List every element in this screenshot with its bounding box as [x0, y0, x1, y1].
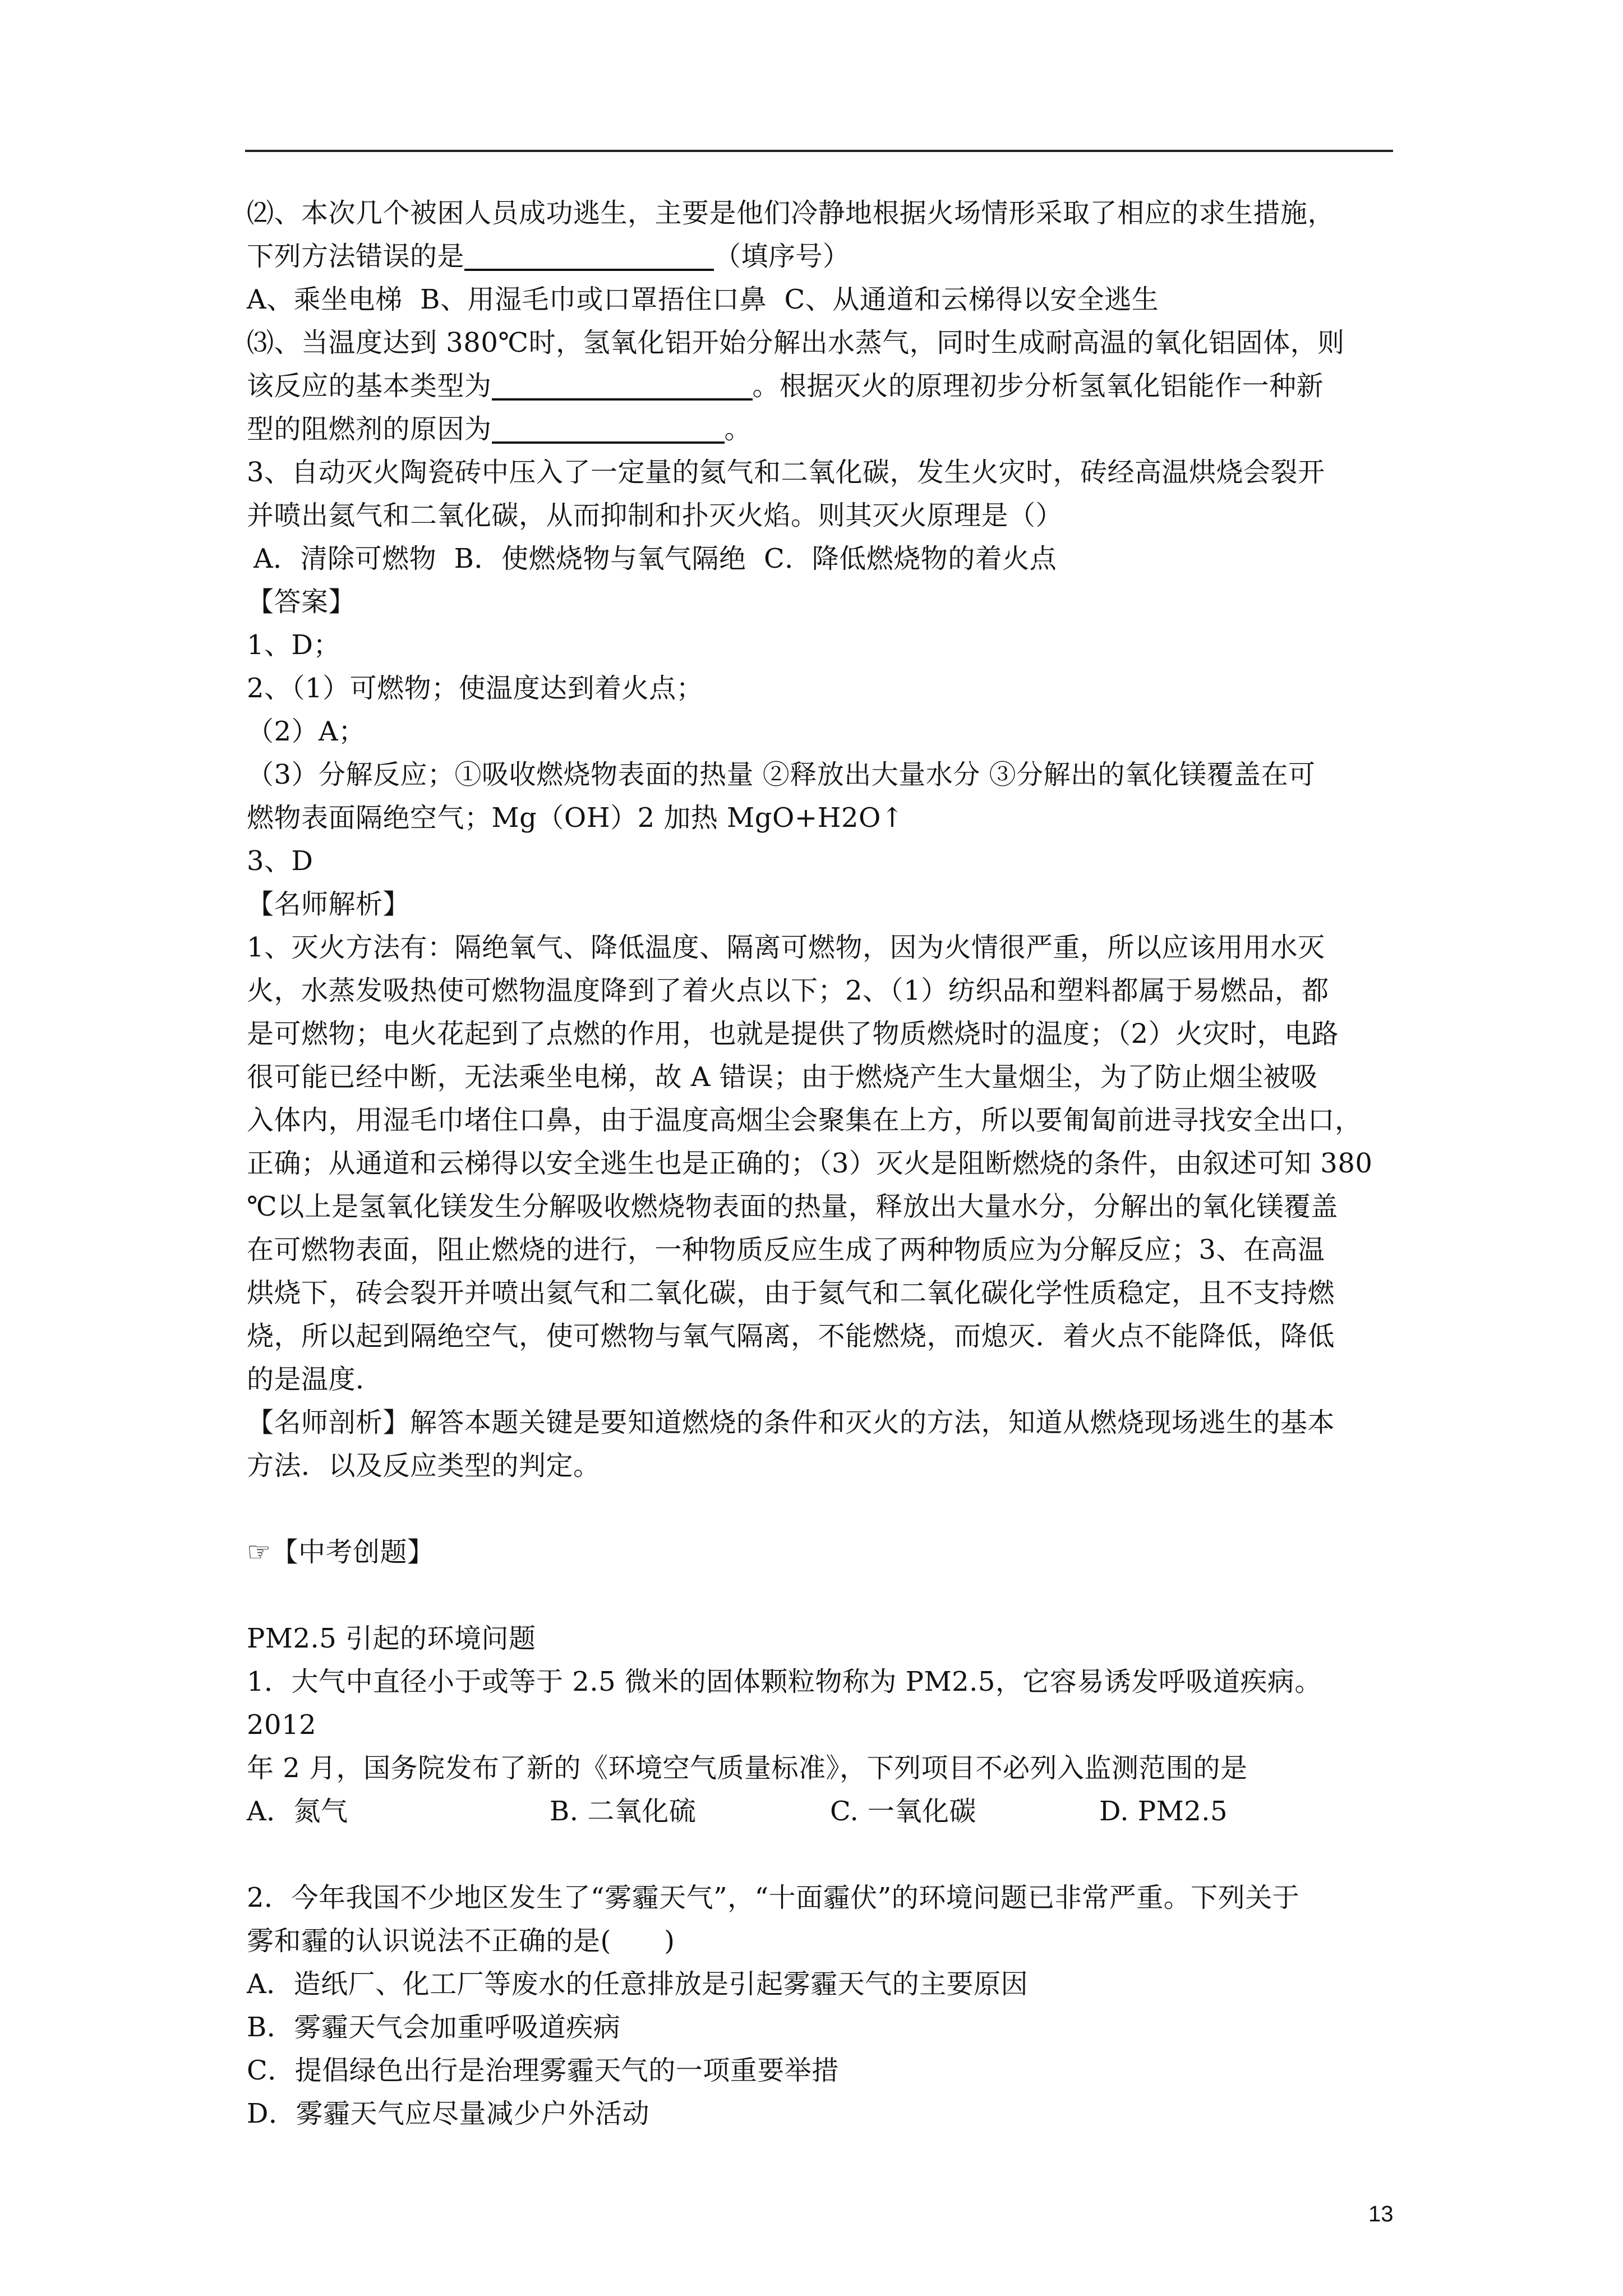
pq1-line2: 年 2 月，国务院发布了新的《环境空气质量标准》，下列项目不必列入监测范围的是 [247, 1752, 1248, 1784]
pq2-line1: 2．今年我国不少地区发生了“雾霾天气”，“十面霾伏”的环境问题已非常严重。下列关于 [247, 1882, 1300, 1913]
comment-line: 【名师剖析】解答本题关键是要知道燃烧的条件和灭火的方法，知道从燃烧现场逃生的基本 [247, 1407, 1335, 1438]
analysis-line: 火，水蒸发吸热使可燃物温度降到了着火点以下；2、（1）纺织品和塑料都属于易燃品，都 [247, 975, 1329, 1006]
answer-line: 1、D； [247, 629, 341, 661]
analysis-line: 正确；从通道和云梯得以安全逃生也是正确的；（3）灭火是阻断燃烧的条件，由叙述可知 380 [247, 1148, 1373, 1179]
answer-line: 3、D [247, 845, 313, 877]
answer-line: 燃物表面隔绝空气；Mg（OH）2 加热 MgO+H2O↑ [247, 802, 904, 834]
q2-2-line1: ⑵、本次几个被困人员成功逃生，主要是他们冷静地根据火场情形采取了相应的求生措施， [247, 197, 1335, 229]
page-content [247, 192, 1391, 2136]
pq1-option-a: A．氮气 [247, 1796, 348, 1827]
q2-2-options: A、乘坐电梯 B、用湿毛巾或口罩捂住口鼻 C、从通道和云梯得以安全逃生 [247, 284, 1159, 315]
answer-line: （2）A； [247, 716, 366, 747]
answer-blank-2[interactable] [492, 366, 753, 401]
analysis-line: ℃以上是氢氧化镁发生分解吸收燃烧物表面的热量，释放出大量水分，分解出的氧化镁覆盖 [247, 1191, 1338, 1222]
analysis-line: 烧，所以起到隔绝空气，使可燃物与氧气隔离，不能燃烧，而熄灭．着火点不能降低，降低 [247, 1320, 1335, 1352]
analysis-line: 的是温度． [247, 1364, 383, 1395]
analysis-line: 1、灭火方法有：隔绝氧气、降低温度、隔离可燃物，因为火情很严重，所以应该用用水灭 [247, 932, 1325, 963]
analysis-line: 入体内，用湿毛巾堵住口鼻，由于温度高烟尘会聚集在上方，所以要匍匐前进寻找安全出口， [247, 1105, 1362, 1136]
analysis-line: 是可燃物；电火花起到了点燃的作用，也就是提供了物质燃烧时的温度；（2）火灾时，电路 [247, 1018, 1339, 1050]
header-rule [245, 150, 1393, 152]
analysis-line: 在可燃物表面，阻止燃烧的进行，一种物质反应生成了两种物质应为分解反应；3、在高温 [247, 1234, 1325, 1266]
spacer [247, 1488, 1391, 1531]
q2-3-line2 [247, 365, 1391, 408]
comment-line: 方法．以及反应类型的判定。 [247, 1450, 601, 1481]
q2-3-line3-after: 。 [724, 413, 752, 445]
analysis-heading: 【名师解析】 [247, 889, 411, 920]
answer-blank-3[interactable] [492, 409, 725, 444]
analysis-line: 烘烧下，砖会裂开并喷出氦气和二氧化碳，由于氦气和二氧化碳化学性质稳定，且不支持燃 [247, 1277, 1335, 1309]
q3-line1: 3、自动灭火陶瓷砖中压入了一定量的氦气和二氧化碳，发生火灾时，砖经高温烘烧会裂开 [247, 457, 1325, 488]
pq2-option-b: B．雾霾天气会加重呼吸道疾病 [247, 2012, 621, 2043]
q2-3-line3-before: 型的阻燃剂的原因为 [247, 413, 492, 445]
answer-blank-1[interactable] [464, 236, 714, 271]
pq2-option-d: D．雾霾天气应尽量减少户外活动 [247, 2098, 649, 2129]
q2-3-line3 [247, 408, 1391, 451]
q2-2-line2 [247, 235, 1391, 278]
q2-3-line1: ⑶、当温度达到 380℃时，氢氧化铝开始分解出水蒸气，同时生成耐高温的氧化铝固体，则 [247, 327, 1345, 358]
answer-line: （3）分解反应；①吸收燃烧物表面的热量 ②释放出大量水分 ③分解出的氧化镁覆盖在可 [247, 759, 1316, 790]
q2-3-line2-before: 该反应的基本类型为 [247, 370, 492, 402]
q2-3-line2-after: 。根据灭火的原理初步分析氢氧化铝能作一种新 [752, 370, 1324, 402]
spacer [247, 1574, 1391, 1617]
pq1-line1: 1．大气中直径小于或等于 2.5 微米的固体颗粒物称为 PM2.5，它容易诱发呼吸道疾病。2012 [247, 1666, 1322, 1741]
pointing-hand-icon: ☞ [247, 1536, 271, 1568]
pq1-option-c: C. 一氧化碳 [830, 1796, 977, 1827]
pq2-option-c: C．提倡绿色出行是治理雾霾天气的一项重要举措 [247, 2055, 839, 2086]
pq1-option-d: D. PM2.5 [1099, 1796, 1228, 1827]
answer-line: 2、（1）可燃物；使温度达到着火点； [247, 673, 704, 704]
answer-heading: 【答案】 [247, 586, 356, 618]
pq2-option-a: A．造纸厂、化工厂等废水的任意排放是引起雾霾天气的主要原因 [247, 1968, 1029, 2000]
q2-2-line2-after: （填序号） [714, 241, 850, 272]
q2-2-line2-before: 下列方法错误的是 [247, 241, 465, 272]
topic-title: PM2.5 引起的环境问题 [247, 1623, 536, 1654]
spacer [247, 1833, 1391, 1876]
q3-line2: 并喷出氦气和二氧化碳，从而抑制和扑灭火焰。则其灭火原理是（） [247, 500, 1063, 531]
analysis-line: 很可能已经中断，无法乘坐电梯，故 A 错误；由于燃烧产生大量烟尘，为了防止烟尘被吸 [247, 1061, 1318, 1093]
section-heading [247, 1531, 1391, 1574]
page-number: 13 [1368, 2202, 1394, 2226]
pq2-line2: 雾和霾的认识说法不正确的是( ) [247, 1925, 675, 1957]
pq1-options [247, 1790, 1391, 1833]
section-title: 【中考创题】 [271, 1536, 435, 1568]
q3-options: A．清除可燃物 B．使燃烧物与氧气隔绝 C．降低燃烧物的着火点 [253, 543, 1057, 574]
pq1-option-b: B. 二氧化硫 [550, 1796, 697, 1827]
